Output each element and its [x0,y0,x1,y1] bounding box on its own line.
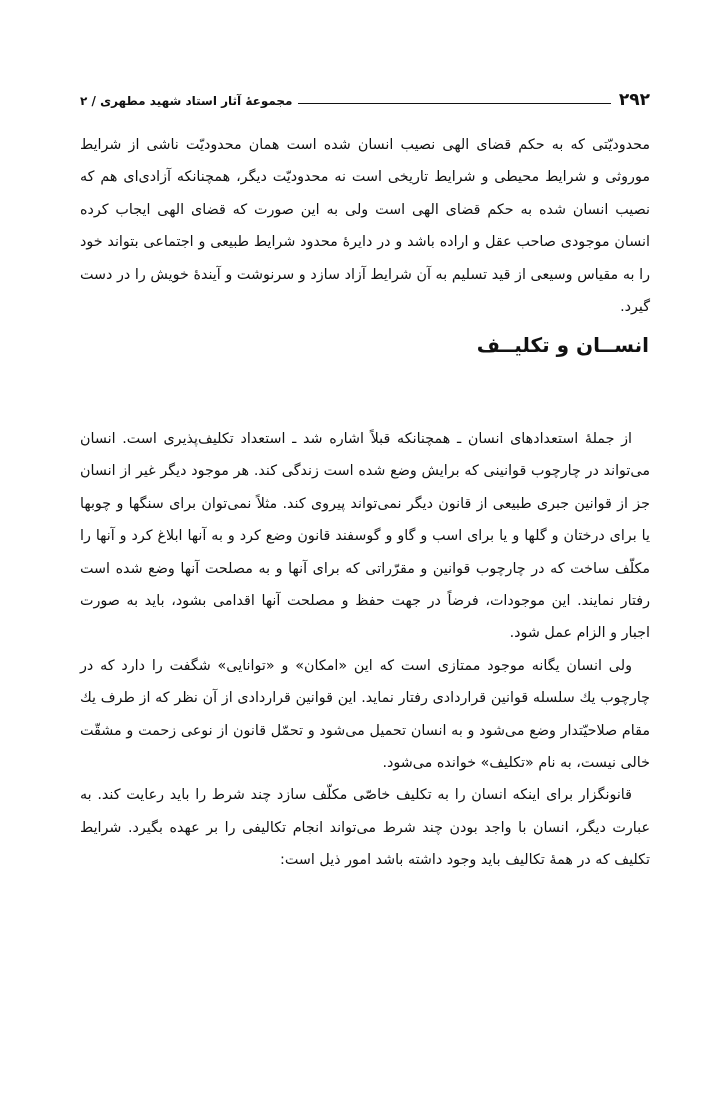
section-paragraph: ولی انسان یگانه موجود ممتازی است که این «امکان» و «توانایی» شگفت را دارد که در چارچوب یك سلسله قوانین قراردادی رفتار نماید. این قوانین قراردادی از آن نظر که از طرف یك مقام صلاحیّتدار وضع می‌شود و به انسان تحمیل می‌شود و تحمّل قانون از نوعی زحمت و مشقّت خالی نیست، به نام «تکلیف» خوانده می‌شود. [80,657,650,772]
section-heading: انســان و تکلیــف [476,333,649,357]
book-title: مجموعهٔ آثار استاد شهید مطهری / ۲ [80,94,293,108]
section-paragraph: از جملهٔ استعدادهای انسان ـ همچنانکه قبلاً اشاره شد ـ استعداد تکلیف‌پذیری است. انسان می‌تواند در چارچوب قوانینی که برایش وضع شده است زندگی کند. هر موجود دیگر غیر از انسان جز از قوانین جبری طبیعی از قانون دیگر نمی‌تواند پیروی کند. مثلاً نمی‌توان برای سنگها و چوبها یا برای درختان و گلها و یا برای اسب و گاو و گوسفند قانون وضع کرد و به آنها ابلاغ کرد و آنها را مکلّف ساخت که در چارچوب قوانین و مقرّراتی که برای آنها و به مصلحت آنها وضع شده است رفتار نمایند. این موجودات، فرضاً در جهت حفظ و مصلحت آنها اقدامی بشود، باید به صورت اجبار و الزام عمل شود. [80,431,650,642]
page-number: ۲۹۲ [618,90,650,110]
section-paragraph: قانونگزار برای اینکه انسان را به تکلیف خاصّی مکلّف سازد چند شرط را باید رعایت کند. به عبارت دیگر، انسان با واجد بودن چند شرط می‌تواند انجام تکالیفی را بر عهده بگیرد. شرایط تکلیف که در همهٔ تکالیف باید وجود داشته باشد امور ذیل است: [80,787,650,869]
section-body [80,423,650,877]
running-header [80,86,650,110]
intro-paragraph: محدودیّتی که به حکم قضای الهی نصیب انسان شده است همان محدودیّت ناشی از شرایط موروثی و شرایط محیطی و شرایط تاریخی است نه محدودیّت دیگر، همچنانکه آزادی‌ای هم که نصیب انسان شده به حکم قضای الهی است ولی به این صورت که قضای الهی ایجاب کرده انسان موجودی صاحب عقل و اراده باشد و در دایرهٔ محدود شرایط طبیعی و اجتماعی بتواند خود را به مقیاس وسیعی از قید تسلیم به آن شرایط آزاد سازد و سرنوشت و آیندهٔ خویش را در دست گیرد. [80,137,650,316]
header-rule [298,103,610,104]
